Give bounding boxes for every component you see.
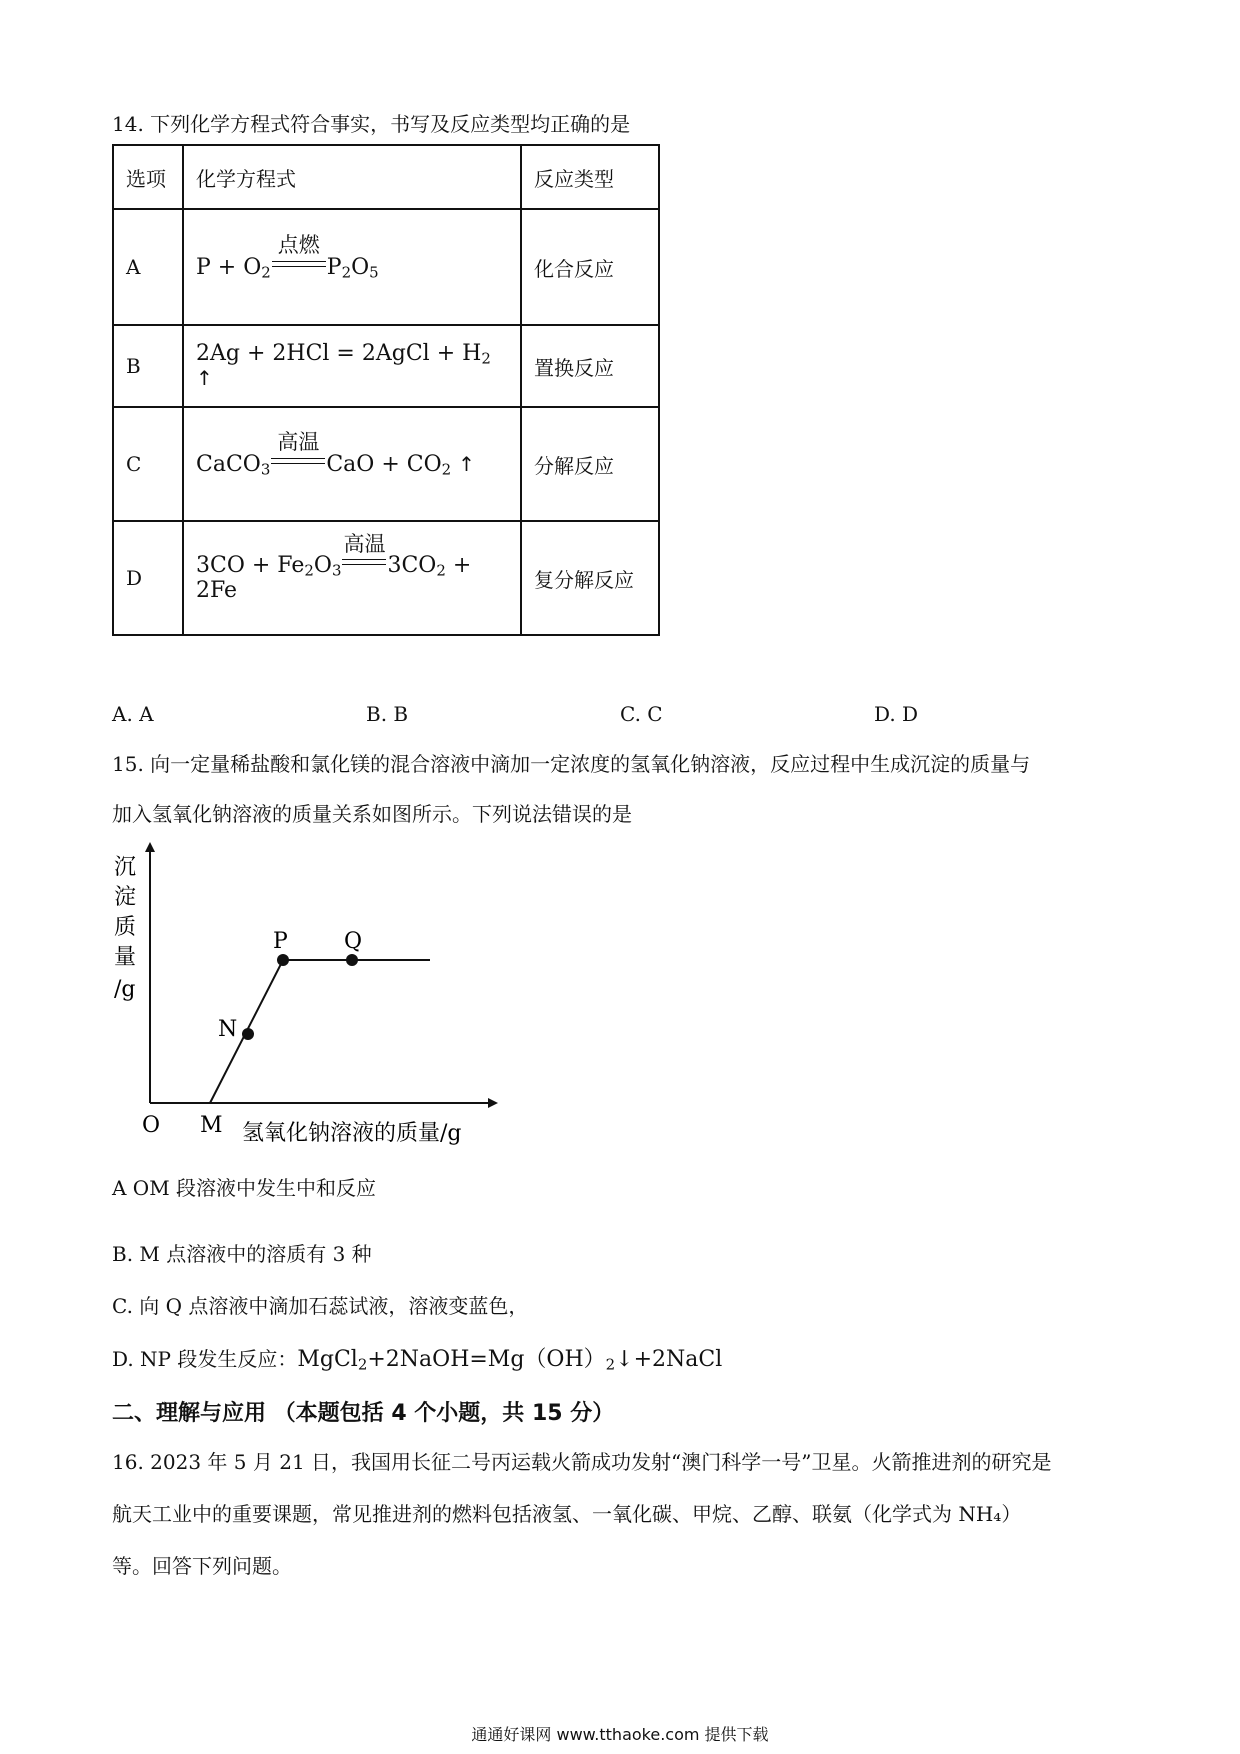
question-15-stem-line1: 15. 向一定量稀盐酸和氯化镁的混合溶液中滴加一定浓度的氢氧化钠溶液，反应过程中生成沉淀的质量与 — [112, 752, 1031, 776]
q15-option-a[interactable]: A OM 段溶液中发生中和反应 — [112, 1176, 377, 1200]
gas-arrow-icon: ↑ — [196, 366, 213, 390]
option-d-equation: $MgCl_2+2NaOH=Mg(OH)_2↓+2NaCl$ — [297, 1347, 723, 1374]
page-footer: 通通好课网 www.tthaoke.com 提供下载 — [471, 1725, 769, 1744]
question-16-line2: 航天工业中的重要课题，常见推进剂的燃料包括液氢、一氧化碳、甲烷、乙醇、联氨（化学式为 NH₄） — [112, 1502, 1022, 1526]
header-equation: 化学方程式 — [183, 145, 521, 209]
y-label-char-3: 质 — [114, 915, 137, 940]
header-type: 反应类型 — [521, 145, 659, 209]
option-label: A — [113, 209, 183, 325]
point-label-n: N — [218, 1017, 238, 1042]
point-label-m: M — [200, 1113, 223, 1138]
y-label-char-2: 淀 — [114, 885, 137, 910]
equation-a: $P + O_2$ 点燃 $P_2O_5$ — [183, 209, 521, 325]
y-label-char-1: 沉 — [114, 855, 137, 880]
equation-c: CaCO$_3$ 高温 CaO + $CO_2$ ↑ — [183, 407, 521, 521]
table-row-c — [113, 407, 659, 521]
precipitate-graph — [100, 838, 520, 1148]
point-p — [277, 954, 289, 966]
point-n — [242, 1028, 254, 1040]
reaction-type: 复分解反应 — [521, 521, 659, 635]
reaction-type: 化合反应 — [521, 209, 659, 325]
question-14-stem: 14. 下列化学方程式符合事实，书写及反应类型均正确的是 — [112, 112, 631, 136]
question-16-line3: 等。回答下列问题。 — [112, 1554, 292, 1578]
q15-option-d[interactable]: D. NP 段发生反应：$MgCl_2+2NaOH=Mg(OH)_2↓+2NaCl$ — [112, 1347, 723, 1374]
equation-b: 2Ag + 2HCl = 2AgCl + $H_2$ ↑ — [183, 325, 521, 407]
point-q — [346, 954, 358, 966]
q15-option-b[interactable]: B. M 点溶液中的溶质有 3 种 — [112, 1242, 372, 1266]
q15-option-c[interactable]: C. 向 Q 点溶液中滴加石蕊试液，溶液变蓝色， — [112, 1294, 529, 1318]
y-label-char-4: 量 — [114, 945, 137, 970]
table-row-d — [113, 521, 659, 635]
gas-arrow-icon: ↑ — [458, 451, 475, 476]
question-16-line1: 16. 2023 年 5 月 21 日，我国用长征二号丙运载火箭成功发射“澳门科学一号”卫星。火箭推进剂的研究是 — [112, 1450, 1052, 1474]
option-label: B — [113, 325, 183, 407]
y-label-unit: /g — [114, 977, 136, 1002]
equation-d: $3CO + Fe_2O_3$ 高温 $3CO_2 + 2Fe$ — [183, 521, 521, 635]
table-row-a — [113, 209, 659, 325]
reaction-condition: 高温 — [271, 452, 325, 477]
reaction-condition: 点燃 — [272, 255, 326, 280]
origin-label: O — [142, 1113, 161, 1138]
choice-c[interactable]: C. C — [620, 702, 663, 726]
reaction-type: 置换反应 — [521, 325, 659, 407]
question-14-table — [112, 144, 660, 636]
reaction-type: 分解反应 — [521, 407, 659, 521]
header-option: 选项 — [113, 145, 183, 209]
choice-a[interactable]: A. A — [112, 702, 154, 726]
point-label-p: P — [273, 929, 288, 954]
table-header-row — [113, 145, 659, 209]
reaction-condition: 高温 — [342, 553, 386, 578]
table-row-b — [113, 325, 659, 407]
choice-d[interactable]: D. D — [874, 702, 919, 726]
point-label-q: Q — [344, 929, 363, 954]
x-axis-label: 氢氧化钠溶液的质量/g — [242, 1121, 462, 1146]
option-label: C — [113, 407, 183, 521]
choice-b[interactable]: B. B — [366, 702, 409, 726]
option-label: D — [113, 521, 183, 635]
section-2-title: 二、理解与应用 （本题包括 4 个小题，共 15 分） — [112, 1401, 615, 1426]
question-15-stem-line2: 加入氢氧化钠溶液的质量关系如图所示。下列说法错误的是 — [112, 802, 632, 826]
